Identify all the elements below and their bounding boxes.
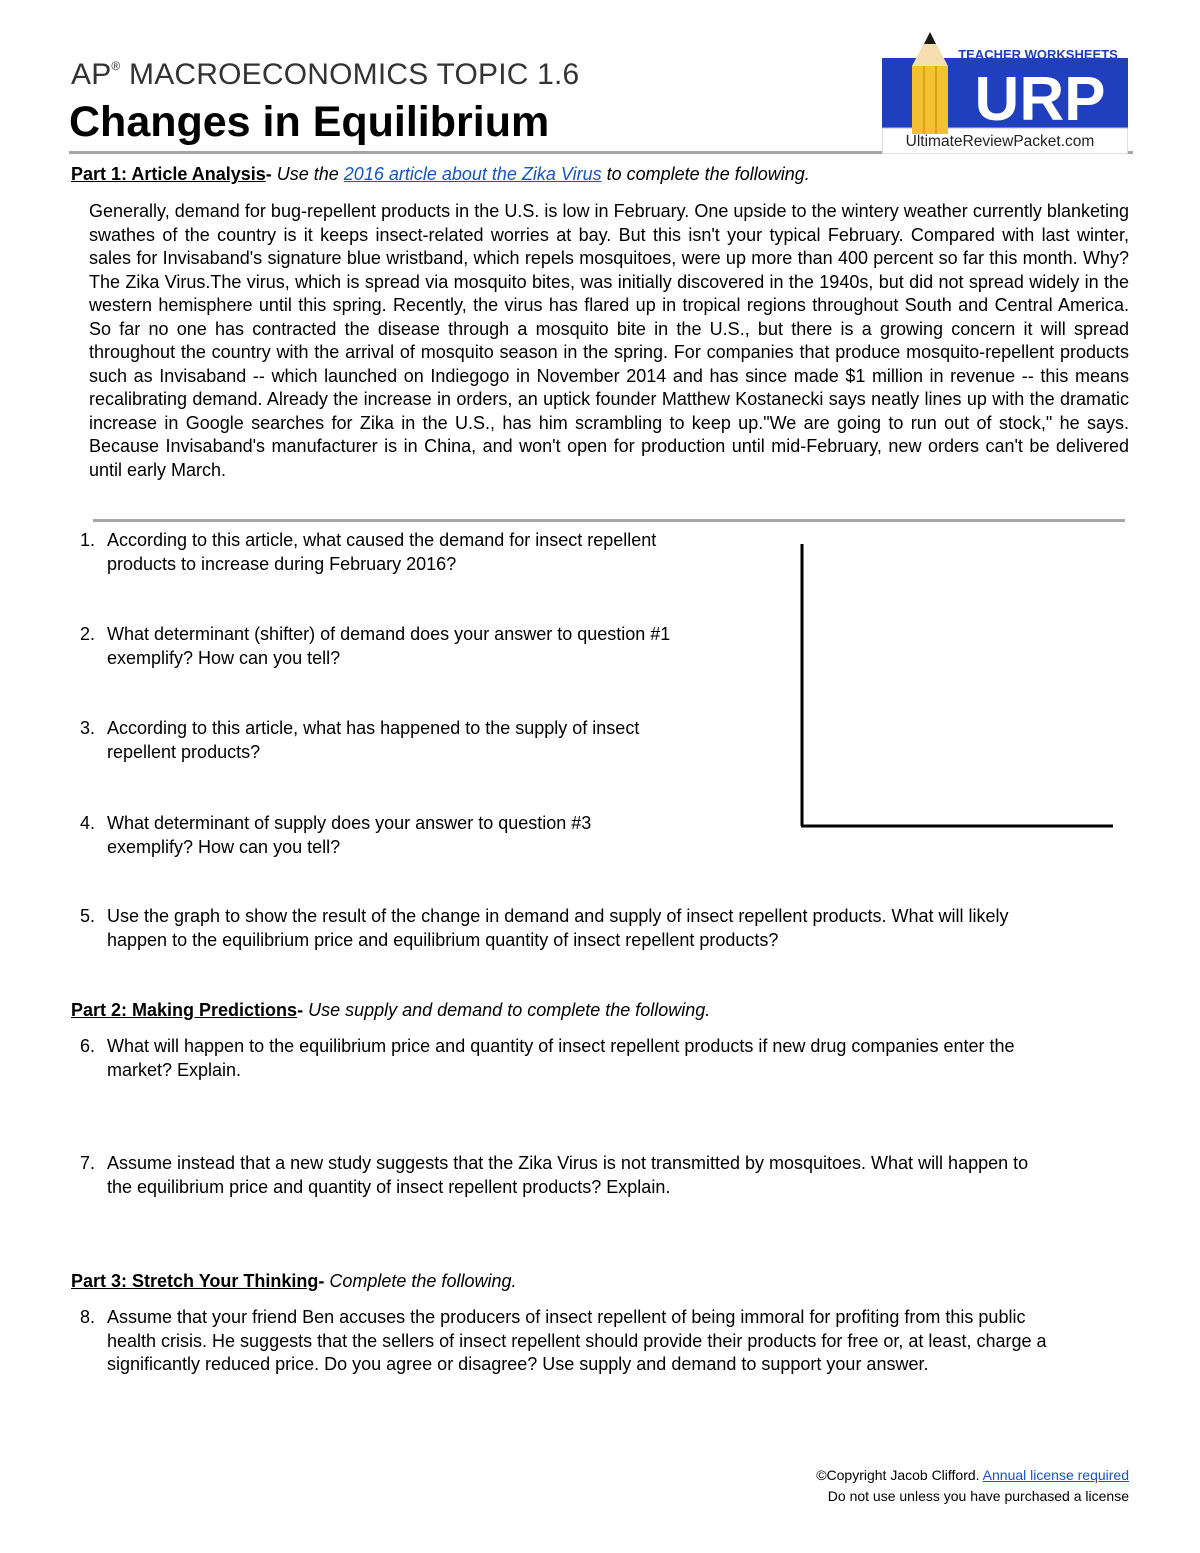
zika-article-link[interactable]: 2016 article about the Zika Virus [343,164,602,184]
logo-brand: URP [974,65,1106,134]
pencil-lead-icon [924,32,936,44]
logo-site: UltimateReviewPacket.com [905,133,1095,150]
blank-graph[interactable] [790,538,1120,834]
license-notice: Do not use unless you have purchased a license [827,1488,1129,1504]
part3-heading: Part 3: Stretch Your Thinking- Complete the following. [71,1271,517,1291]
part1-heading: Part 1: Article Analysis- Use the 2016 article about the Zika Virus to complete the following. [71,164,810,184]
part2-heading: Part 2: Making Predictions- Use supply and demand to complete the following. [71,1000,711,1020]
topic-line: AP® MACROECONOMICS TOPIC 1.6 [71,58,580,91]
license-link[interactable]: Annual license required [982,1467,1129,1483]
article-text: Generally, demand for bug-repellent products in the U.S. is low in February. One upside to the wintery weather currently blanketing swathes of the country is it keeps insect-related worries at bay. But this isn't your typical February. Compared with last winter, sales for Invisaband's signature blue wristband, which repels mosquitoes, were up more than 400 percent so far this month. Why? The Zika Virus.The virus, which is spread via mosquito bites, was initially discovered in the 1940s, but did not spread widely in the western hemisphere until this spring. Recently, the virus has flared up in tropical regions throughout South and Central America. So far no one has contracted the disease through a mosquito bite in the U.S., but there is a growing concern it will spread throughout the country with the arrival of mosquito season in the spring. For companies that produce mosquito-repellent products such as Invisaband -- which launched on Indiegogo in November 2014 and has since made $1 million in revenue -- this means recalibrating demand. Already the increase in orders, an uptick founder Matthew Kostanecki says neatly lines up with the dramatic increase in Google searches for Zika in the U.S., has him scrambling to keep up."We are going to run out of stock," he says. Because Invisaband's manufacturer is in China, and won't open for production until mid-February, new orders can't be delivered until early March. [89,201,1129,480]
article-divider [93,519,1125,522]
logo-banner: TEACHER WORKSHEETS [958,47,1118,62]
pencil-body-icon [912,66,948,134]
urp-logo [882,30,1128,154]
page-title: Changes in Equilibrium [69,98,550,146]
copyright-line: ©Copyright Jacob Clifford. Annual license required [816,1467,1129,1483]
